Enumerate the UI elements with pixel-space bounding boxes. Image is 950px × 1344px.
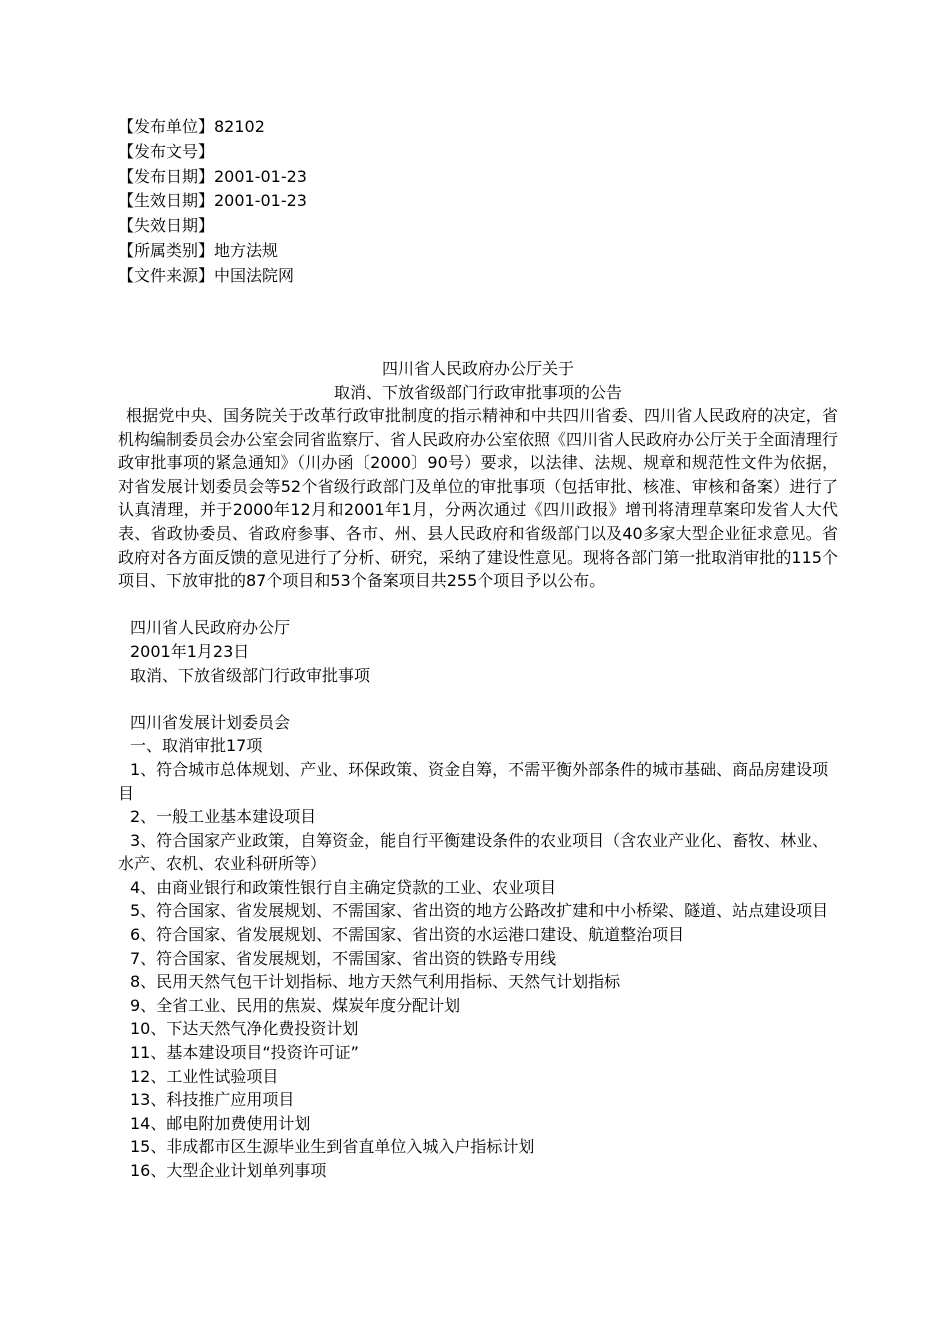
section-heading: 一、取消审批17项 (130, 736, 263, 756)
list-item: 15、非成都市区生源毕业生到省直单位入城入户指标计划 (130, 1137, 535, 1157)
meta-effective-date: 【生效日期】2001-01-23 (118, 191, 307, 211)
list-item: 6、符合国家、省发展规划、不需国家、省出资的水运港口建设、航道整治项目 (130, 925, 685, 945)
list-item: 10、下达天然气净化费投资计划 (130, 1019, 359, 1039)
meta-source: 【文件来源】中国法院网 (118, 265, 295, 285)
list-item: 1、符合城市总体规划、产业、环保政策、资金自筹，不需平衡外部条件的城市基础、商品房建设项目 (118, 759, 829, 803)
list-item: 13、科技推广应用项目 (130, 1090, 295, 1110)
list-item: 11、基本建设项目“投资许可证” (130, 1043, 359, 1063)
list-item: 16、大型企业计划单列事项 (130, 1161, 327, 1180)
announcement-paragraph: 根据党中央、国务院关于改革行政审批制度的指示精神和中共四川省委、四川省人民政府的决定，省机构编制委员会办公室会同省监察厅、省人民政府办公室依照《四川省人民政府办公厅关于全面清理行政审批事项的紧急通知》（川办函〔2000〕90号）要求，以法律、法规、规章和规范性文件为依据，对省发展计划委员会等52个省级行政部门及单位的审批事项（包括审批、核准、审核和备案）进行了认真清理，并于2000年12月和2001年1月，分两次通过《四川政报》增刊将清理草案印发省人大代表、省政协委员、省政府参事、各市、州、县人民政府和省级部门以及40多家大型企业征求意见。省政府对各方面反馈的意见进行了分析、研究，采纳了建设性意见。现将各部门第一批取消审批的115个项目、下放审批的87个项目和53个备案项目共255个项目予以公布。 (118, 406, 839, 591)
list-item: 3、符合国家产业政策，自筹资金，能自行平衡建设条件的农业项目（含农业产业化、畜牧、林业、水产、农机、农业科研所等） (118, 830, 829, 874)
list-item: 7、符合国家、省发展规划，不需国家、省出资的铁路专用线 (130, 948, 557, 968)
title-line-1: 四川省人民政府办公厅关于 (381, 359, 574, 378)
spacer (118, 687, 838, 711)
metadata-block (118, 115, 838, 289)
meta-expiry-date: 【失效日期】 (118, 216, 215, 236)
signing-date: 2001年1月23日 (130, 641, 250, 661)
meta-category: 【所属类别】地方法规 (118, 240, 279, 260)
document-title (118, 357, 838, 404)
list-item: 8、民用天然气包干计划指标、地方天然气利用指标、天然气计划指标 (130, 972, 621, 992)
document-body (118, 404, 838, 1183)
list-item: 9、全省工业、民用的焦炭、煤炭年度分配计划 (130, 995, 461, 1015)
meta-doc-number: 【发布文号】 (118, 141, 215, 161)
spacer (118, 593, 838, 617)
department-heading: 四川省发展计划委员会 (130, 712, 291, 732)
meta-publish-date: 【发布日期】2001-01-23 (118, 166, 307, 186)
title-line-2: 取消、下放省级部门行政审批事项的公告 (333, 382, 622, 402)
list-item: 5、符合国家、省发展规划、不需国家、省出资的地方公路改扩建和中小桥梁、隧道、站点建设项目 (130, 901, 829, 921)
meta-publisher: 【发布单位】82102 (118, 117, 265, 136)
signer: 四川省人民政府办公厅 (130, 618, 291, 638)
list-item: 14、邮电附加费使用计划 (130, 1113, 311, 1133)
annex-title: 取消、下放省级部门行政审批事项 (130, 665, 371, 685)
list-item: 4、由商业银行和政策性银行自主确定贷款的工业、农业项目 (130, 877, 557, 897)
list-item: 12、工业性试验项目 (130, 1066, 279, 1086)
list-item: 2、一般工业基本建设项目 (130, 807, 317, 827)
